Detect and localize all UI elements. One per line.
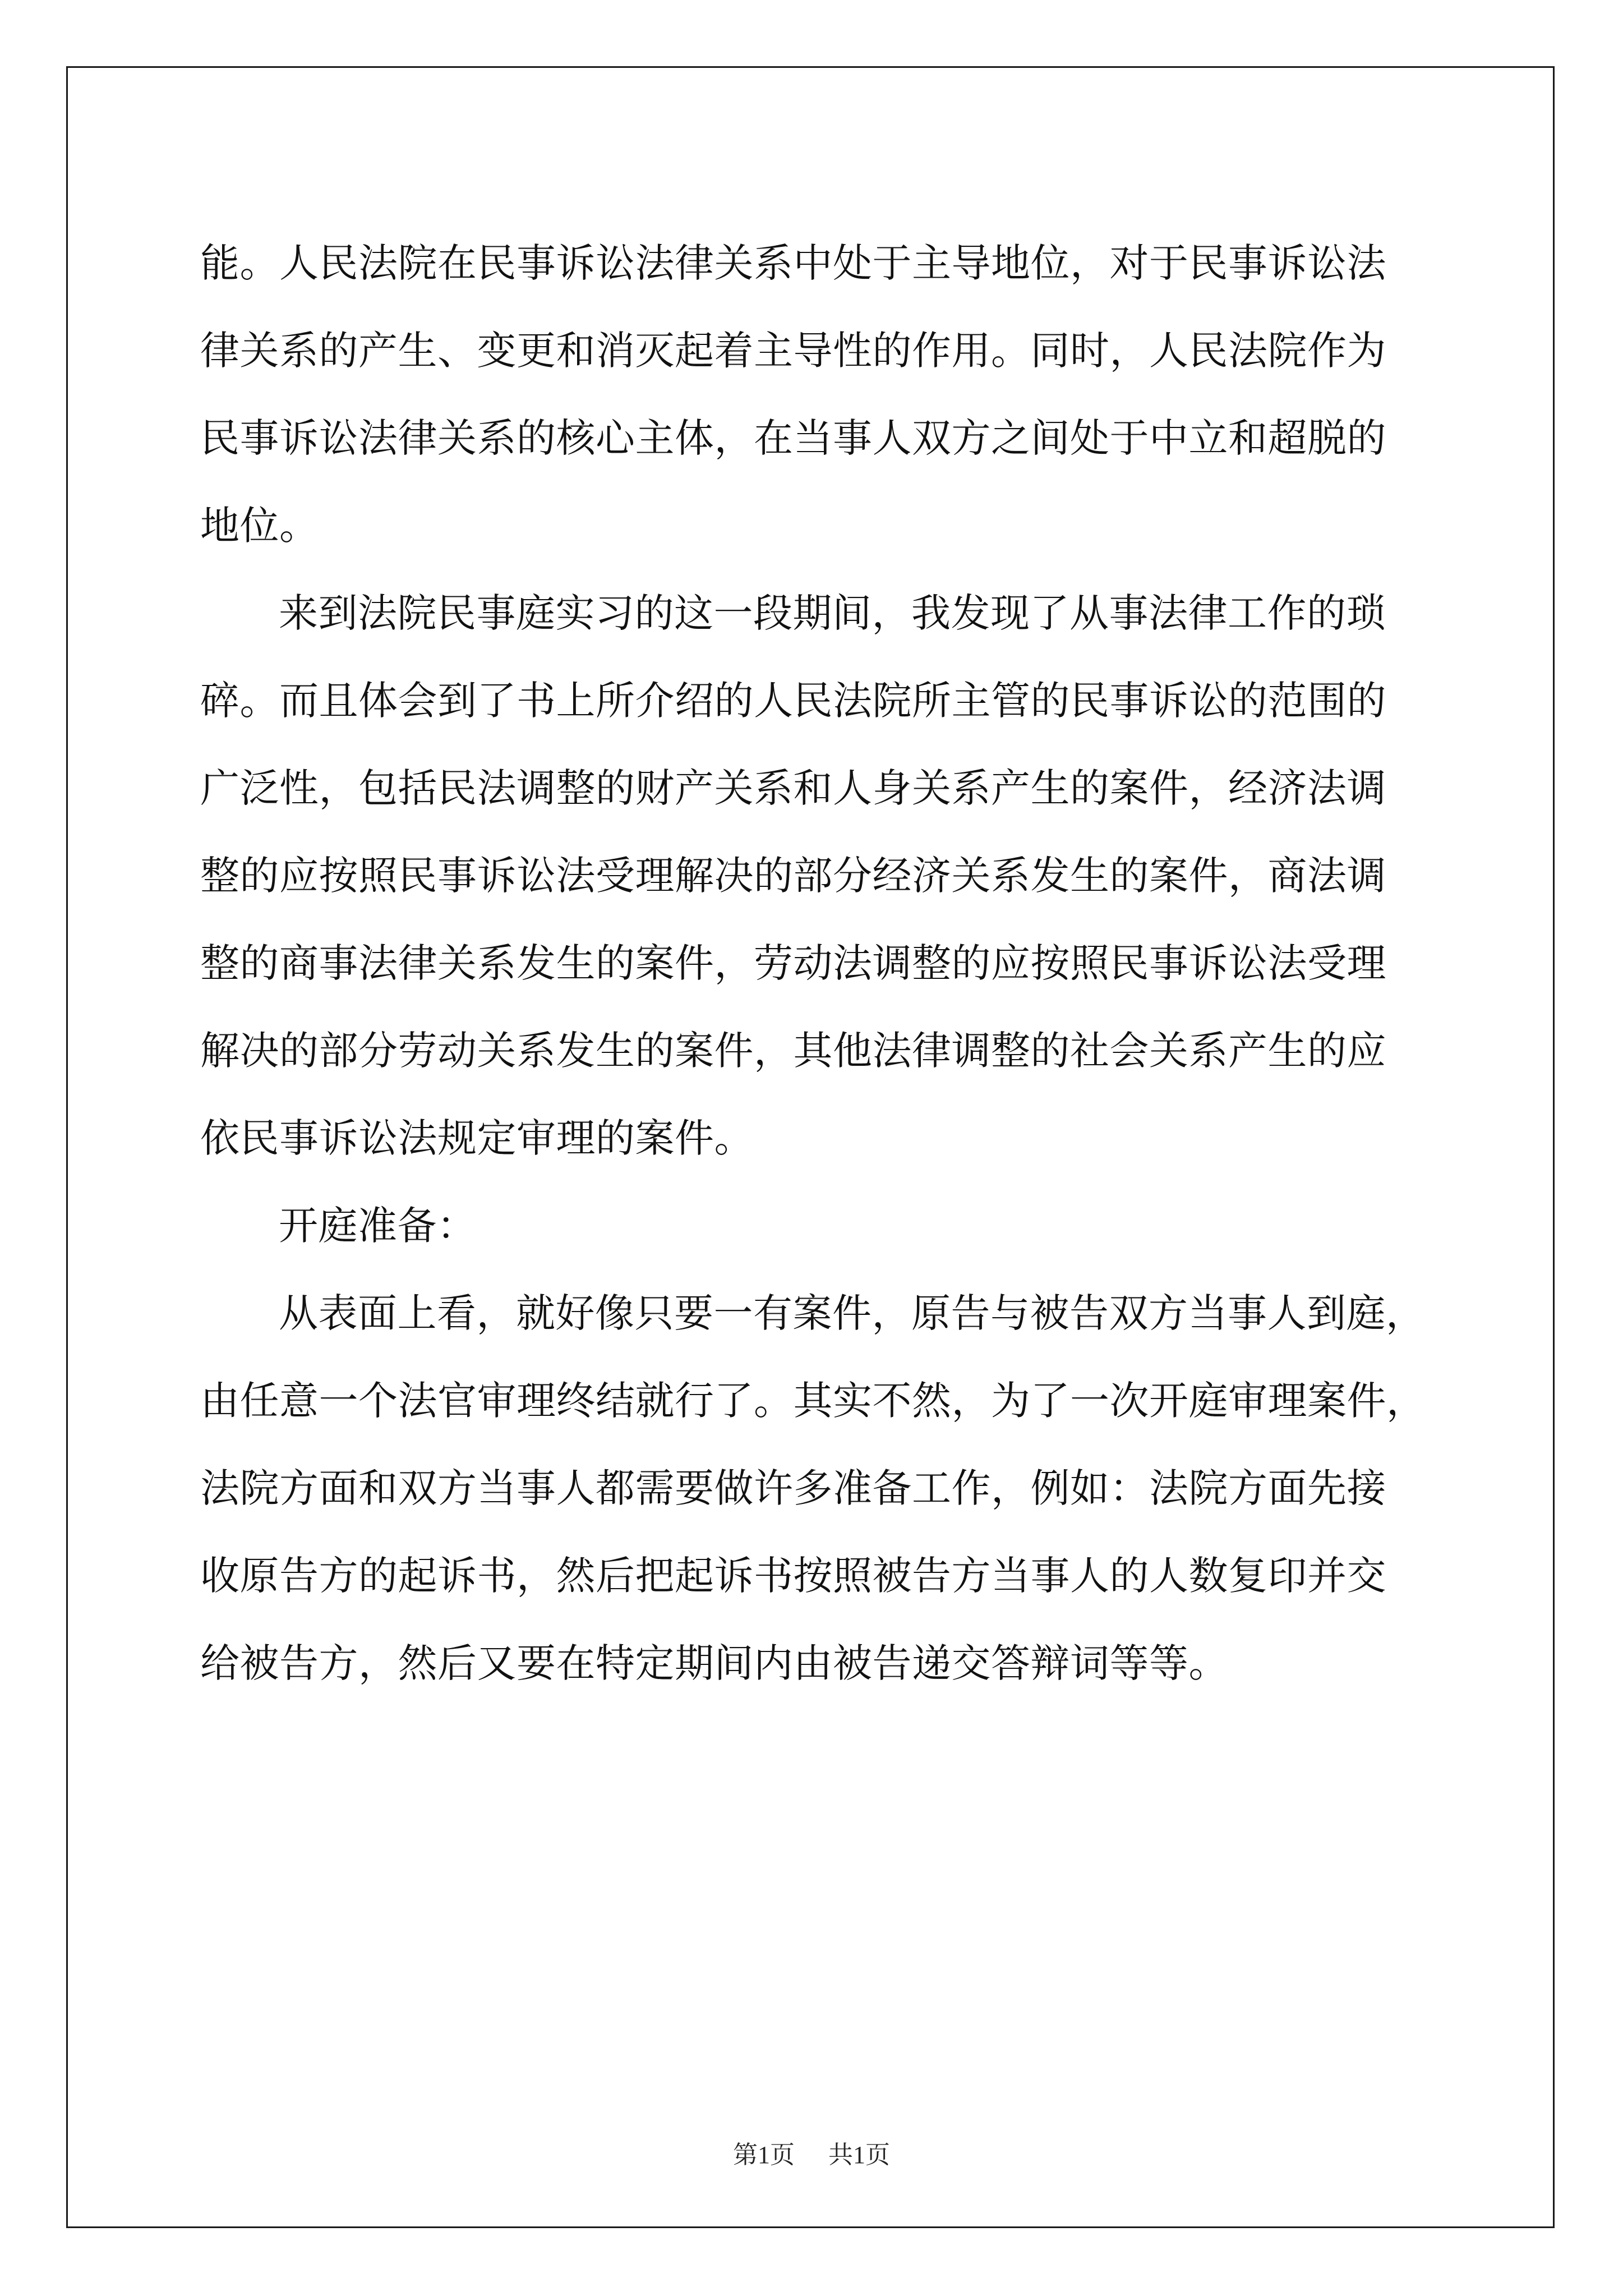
text-line: 地位。 (200, 502, 319, 549)
paragraph-first-line: 从表面上看，就好像只要一有案件，原告与被告双方当事人到庭， (279, 1290, 1426, 1336)
text-line: 律关系的产生、变更和消灭起着主导性的作用。同时，人民法院作为 (200, 327, 1386, 374)
page-number-total: 共1页 (828, 2141, 890, 2169)
text-line: 给被告方，然后又要在特定期间内由被告递交答辩词等等。 (200, 1640, 1228, 1686)
text-line: 碎。而且体会到了书上所介绍的人民法院所主管的民事诉讼的范围的 (200, 677, 1386, 724)
section-heading: 开庭准备： (279, 1202, 477, 1249)
text-line: 能。人民法院在民事诉讼法律关系中处于主导地位，对于民事诉讼法 (200, 240, 1386, 286)
document-body (200, 216, 1434, 1704)
text-line: 法院方面和双方当事人都需要做许多准备工作，例如：法院方面先接 (200, 1465, 1386, 1511)
page-number-current: 第1页 (733, 2141, 795, 2169)
text-line: 民事诉讼法律关系的核心主体，在当事人双方之间处于中立和超脱的 (200, 415, 1386, 461)
page-footer (0, 2134, 1623, 2170)
text-line: 依民事诉讼法规定审理的案件。 (200, 1115, 754, 1161)
text-line: 广泛性，包括民法调整的财产关系和人身关系产生的案件，经济法调 (200, 765, 1386, 811)
text-line: 由任意一个法官审理终结就行了。其实不然，为了一次开庭审理案件， (200, 1377, 1426, 1424)
text-line: 收原告方的起诉书，然后把起诉书按照被告方当事人的人数复印并交 (200, 1552, 1386, 1599)
paragraph-first-line: 来到法院民事庭实习的这一段期间，我发现了从事法律工作的琐 (279, 590, 1386, 636)
text-line: 解决的部分劳动关系发生的案件，其他法律调整的社会关系产生的应 (200, 1027, 1386, 1074)
text-line: 整的应按照民事诉讼法受理解决的部分经济关系发生的案件，商法调 (200, 852, 1386, 899)
text-line: 整的商事法律关系发生的案件，劳动法调整的应按照民事诉讼法受理 (200, 940, 1386, 986)
